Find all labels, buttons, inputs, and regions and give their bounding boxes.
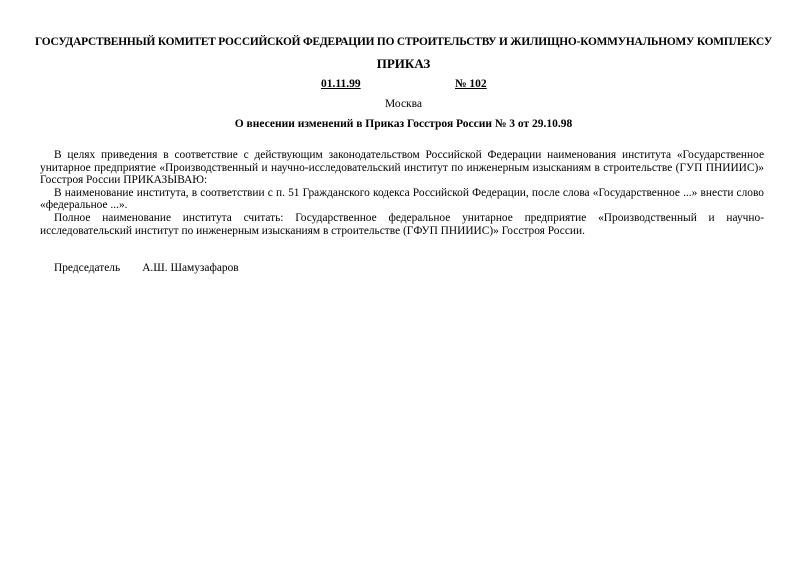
document-date: 01.11.99	[321, 78, 361, 90]
document-subject: О внесении изменений в Приказ Госстроя России № 3 от 29.10.98	[234, 118, 573, 130]
body-paragraph: Полное наименование института считать: Государственное федеральное унитарное предприятие «Производственный и научно-исследовательский институт по инженерным изысканиям в строительстве (ГФУП ПНИИИС)» Госстроя России.	[40, 211, 764, 237]
signatory-name: А.Ш. Шамузафаров	[142, 262, 239, 274]
document-city: Москва	[384, 98, 423, 110]
document-type: ПРИКАЗ	[376, 56, 431, 71]
document-number: № 102	[455, 78, 487, 90]
signatory-title: Председатель	[54, 262, 121, 274]
signature-block	[54, 262, 239, 274]
body-paragraph: В наименование института, в соответствии с п. 51 Гражданского кодекса Российской Федерации, после слова «Государственное ...» внести слово «федеральное ...».	[40, 186, 764, 212]
document-body	[40, 149, 764, 237]
body-paragraph: В целях приведения в соответствие с действующим законодательством Российской Федерации наименования института «Государственное унитарное предприятие «Производственный и научно-исследовательский институт по инженерным изысканиям в строительстве (ГУП ПНИИИС)» Госстроя России ПРИКАЗЫВАЮ:	[40, 149, 764, 187]
committee-name: ГОСУДАРСТВЕННЫЙ КОМИТЕТ РОССИЙСКОЙ ФЕДЕРАЦИИ ПО СТРОИТЕЛЬСТВУ И ЖИЛИЩНО-КОММУНАЛЬНОМУ КОМПЛЕКСУ	[34, 36, 773, 48]
